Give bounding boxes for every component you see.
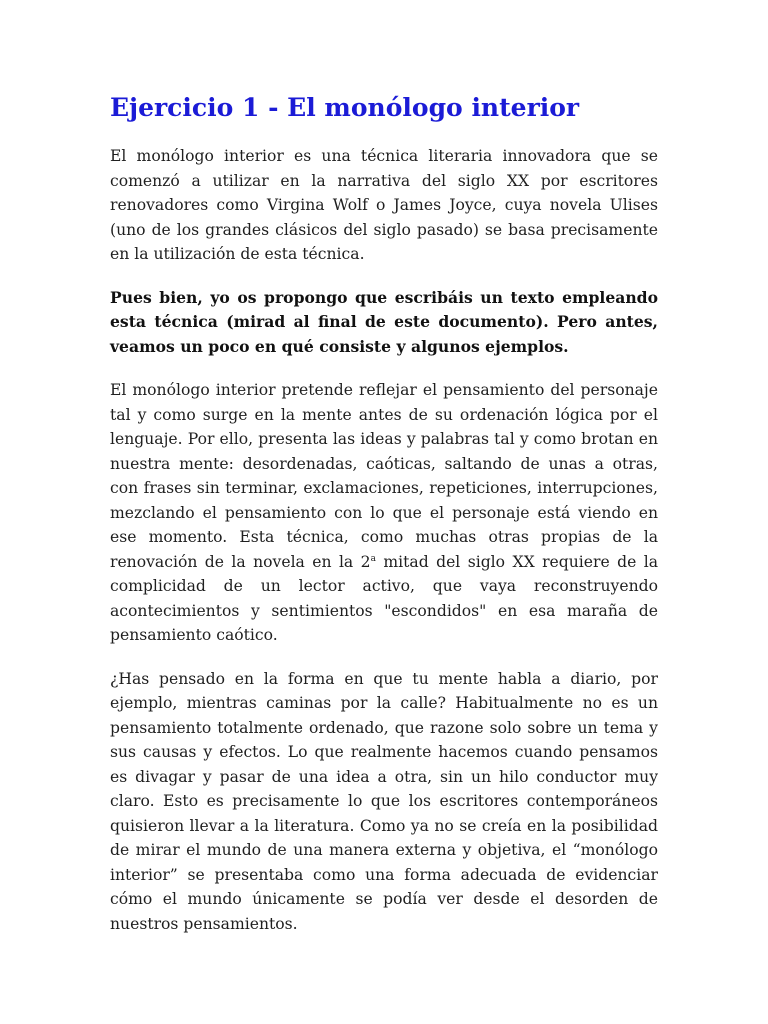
document-title: Ejercicio 1 - El monólogo interior [110,93,580,122]
definition-text-before: El monólogo interior pretende reflejar el pensamiento del personaje tal y como surge en la mente antes de su ordenación lógica por el lenguaje. Por ello, presenta las ideas y palabras tal y como brotan en nuestra mente: desordenadas, caóticas, saltando de unas a otras, con frases sin terminar, exclamaciones, repeticiones, interrupciones, mezclando el pensamiento con lo que el personaje está viendo en ese momento. Esta técnica, como muchas otras propias de la renovación de la novela en la 2 [110,381,658,571]
definition-paragraph [110,378,658,648]
proposal-paragraph: Pues bien, yo os propongo que escribáis un texto empleando esta técnica (mirad al final de este documento). Pero antes, veamos un poco en qué consiste y algunos ejemplos. [110,287,658,356]
document-page [110,88,658,955]
reflection-paragraph: ¿Has pensado en la forma en que tu mente habla a diario, por ejemplo, mientras caminas por la calle? Habitualmente no es un pensamiento totalmente ordenado, que razone solo sobre un tema y sus causas y efectos. Lo que realmente hacemos cuando pensamos es divagar y pasar de una idea a otra, sin un hilo conductor muy claro. Esto es precisamente lo que los escritores contemporáneos quisieron llevar a la literatura. Como ya no se creía en la posibilidad de mirar el mundo de una manera externa y objetiva, el “monólogo interior” se presentaba como una forma adecuada de evidenciar cómo el mundo únicamente se podía ver desde el desorden de nuestros pensamientos. [110,669,658,933]
ordinal-superscript: a [370,553,376,564]
definition-text-after: mitad del siglo XX requiere de la complicidad de un lector activo, que vaya reconstruyendo acontecimientos y sentimientos "escondidos" en esa maraña de pensamiento caótico. [110,552,658,644]
intro-paragraph: El monólogo interior es una técnica literaria innovadora que se comenzó a utilizar en la narrativa del siglo XX por escritores renovadores como Virgina Wolf o James Joyce, cuya novela Ulises (uno de los grandes clásicos del siglo pasado) se basa precisamente en la utilización de esta técnica. [110,147,658,263]
